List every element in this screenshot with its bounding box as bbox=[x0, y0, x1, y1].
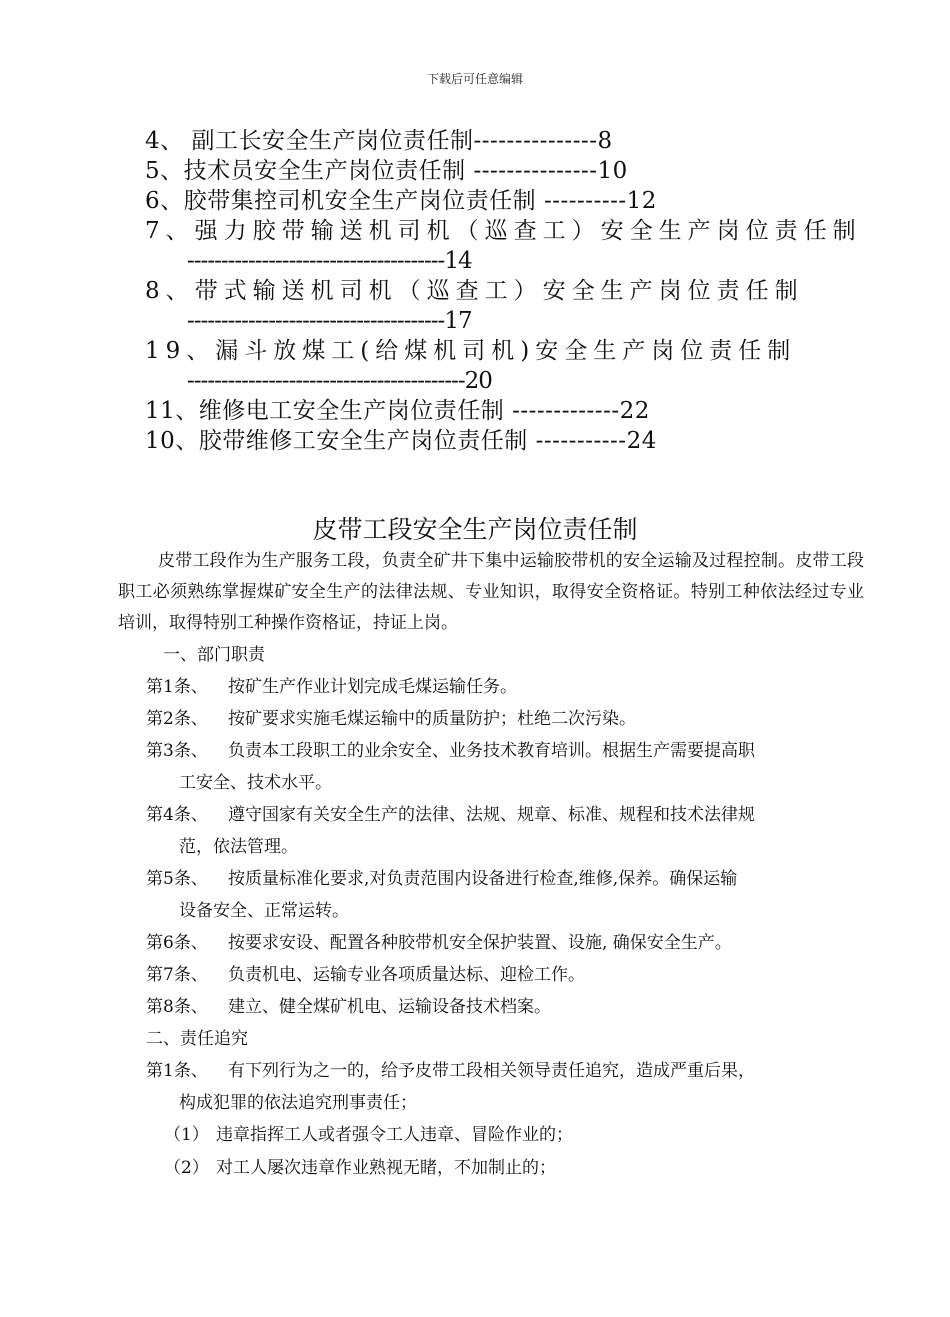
article-item bbox=[118, 959, 864, 991]
toc-entry: 11、维修电工安全生产岗位责任制 -------------22 bbox=[145, 398, 650, 424]
article-item bbox=[118, 671, 864, 703]
sub-item bbox=[118, 1152, 864, 1185]
article-label: 第5条、 bbox=[146, 869, 208, 889]
article-text: 遵守国家有关安全生产的法律、法规、规章、标准、规程和技术法律规 bbox=[228, 805, 755, 825]
sub-item-label: （2） bbox=[164, 1158, 209, 1178]
table-of-contents bbox=[145, 126, 865, 456]
article-text: 按矿生产作业计划完成毛煤运输任务。 bbox=[228, 677, 517, 697]
toc-entry: 4、 副工长安全生产岗位责任制---------------8 bbox=[145, 128, 613, 154]
article-label: 第1条、 bbox=[146, 677, 208, 697]
article-text: 负责机电、运输专业各项质量达标、迎检工作。 bbox=[228, 965, 585, 985]
article-text-continuation: 范，依法管理。 bbox=[179, 837, 298, 857]
article-text: 有下列行为之一的，给予皮带工段相关领导责任追究，造成严重后果， bbox=[228, 1061, 755, 1081]
article-text-continuation: 工安全、技术水平。 bbox=[179, 773, 332, 793]
accountability-list bbox=[118, 1055, 864, 1119]
toc-page-leader: --------------------------------------17 bbox=[187, 308, 472, 334]
sub-item-text: 对工人屡次违章作业熟视无睹，不加制止的； bbox=[216, 1158, 556, 1178]
accountability-subitems bbox=[118, 1119, 864, 1185]
article-text: 按要求安设、配置各种胶带机安全保护装置、设施, 确保安全生产。 bbox=[228, 933, 732, 953]
intro-paragraph: 皮带工段作为生产服务工段，负责全矿井下集中运输胶带机的安全运输及过程控制。皮带工段职工必须熟练掌握煤矿安全生产的法律法规、专业知识，取得安全资格证。特别工种依法经过专业培训，取得特别工种操作资格证，持证上岗。 bbox=[118, 551, 864, 633]
article-text: 按矿要求实施毛煤运输中的质量防护；杜绝二次污染。 bbox=[228, 709, 636, 729]
duties-list bbox=[118, 671, 864, 1023]
toc-entry: 7、强力胶带输送机司机（巡查工）安全生产岗位责任制 bbox=[145, 218, 862, 244]
toc-page-leader: -----------------------------------------20 bbox=[187, 368, 492, 394]
article-item bbox=[118, 991, 864, 1023]
toc-page-leader: --------------------------------------14 bbox=[187, 248, 472, 274]
article-label: 第7条、 bbox=[146, 965, 208, 985]
toc-entry: 6、胶带集控司机安全生产岗位责任制 ----------12 bbox=[145, 188, 657, 214]
article-label: 第8条、 bbox=[146, 997, 208, 1017]
sub-item bbox=[118, 1119, 864, 1152]
article-item bbox=[118, 927, 864, 959]
article-item bbox=[118, 1055, 864, 1119]
article-label: 第2条、 bbox=[146, 709, 208, 729]
article-label: 第3条、 bbox=[146, 741, 208, 761]
document-title: 皮带工段安全生产岗位责任制 bbox=[312, 515, 638, 544]
article-item bbox=[118, 799, 864, 863]
article-item bbox=[118, 735, 864, 799]
sub-item-label: （1） bbox=[164, 1125, 209, 1145]
article-label: 第1条、 bbox=[146, 1061, 208, 1081]
section-heading-duties: 一、部门职责 bbox=[163, 645, 265, 665]
toc-entry-continuation bbox=[145, 306, 865, 336]
sub-item-text: 违章指挥工人或者强令工人违章、冒险作业的； bbox=[216, 1125, 573, 1145]
toc-entry: 19、漏斗放煤工(给煤机司机)安全生产岗位责任制 bbox=[145, 338, 797, 364]
toc-entry: 5、技术员安全生产岗位责任制 ---------------10 bbox=[145, 158, 628, 184]
toc-entry: 8、带式输送机司机（巡查工）安全生产岗位责任制 bbox=[145, 278, 804, 304]
section-heading-accountability: 二、责任追究 bbox=[146, 1029, 248, 1049]
article-text: 建立、健全煤矿机电、运输设备技术档案。 bbox=[228, 997, 551, 1017]
article-item bbox=[118, 863, 864, 927]
article-text-continuation: 构成犯罪的依法追究刑事责任； bbox=[179, 1093, 417, 1113]
toc-entry: 10、胶带维修工安全生产岗位责任制 -----------24 bbox=[145, 428, 657, 454]
article-label: 第6条、 bbox=[146, 933, 208, 953]
article-text-continuation: 设备安全、正常运转。 bbox=[179, 901, 349, 921]
toc-entry-continuation bbox=[145, 246, 865, 276]
article-text: 负责本工段职工的业余安全、业务技术教育培训。根据生产需要提高职 bbox=[228, 741, 755, 761]
document-body bbox=[118, 546, 864, 1185]
article-item bbox=[118, 703, 864, 735]
toc-entry-continuation bbox=[145, 366, 865, 396]
page-header: 下载后可任意编辑 bbox=[426, 72, 523, 86]
article-label: 第4条、 bbox=[146, 805, 208, 825]
article-text: 按质量标准化要求,对负责范围内设备进行检查,维修,保养。确保运输 bbox=[228, 869, 738, 889]
